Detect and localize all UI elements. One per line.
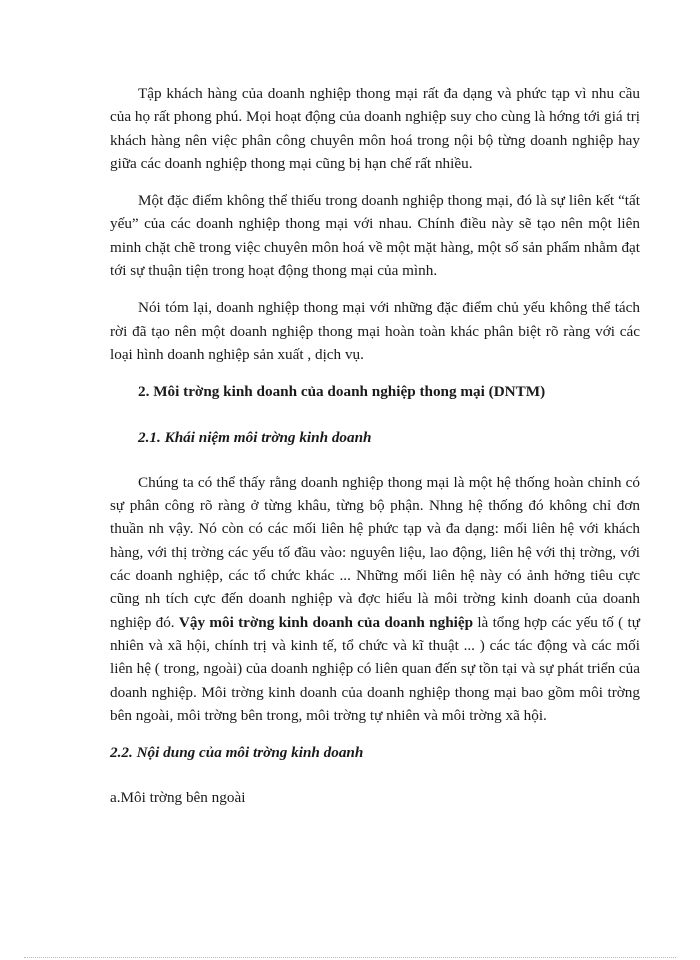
paragraph-business-environment-part-b: là tổng hợp các yếu tố ( tự nhiên và xã hội, chính trị và kinh tế, tổ chức và kĩ thuật ... ) các tác động và các mối liên hệ ( trong, ngoài) của doanh nghiệp có liên quan đến sự tồn tại và sự phát triển của doanh nghiệp. Môi trờng kinh doanh của doanh nghiệp thong mại bao gồm môi trờng bên ngoài, môi trờng bên trong, môi trờng tự nhiên và môi trờng xã hội. (110, 613, 640, 724)
paragraph-customer-base: Tập khách hàng của doanh nghiệp thong mại rất đa dạng và phức tạp vì nhu cầu của họ rất phong phú. Mọi hoạt động của doanh nghiệp suy cho cùng là hớng tới giá trị khách hàng nên việc phân công chuyên môn hoá trong nội bộ từng doanh nghiệp hay giữa các doanh nghiệp thong mại cũng bị hạn chế rất nhiều. (110, 85, 640, 172)
section-2-1-heading: 2.1. Khái niệm môi trờng kinh doanh (138, 428, 372, 446)
section-a-heading: a.Môi trờng bên ngoài (110, 789, 246, 807)
document-page (110, 82, 640, 810)
page-footer-divider (24, 957, 676, 958)
section-2-2-heading: 2.2. Nội dung của môi trờng kinh doanh (110, 744, 364, 762)
paragraph-summary: Nói tóm lại, doanh nghiệp thong mại với những đặc điểm chủ yếu không thể tách rời đã tạo nên một doanh nghiệp thong mại hoàn toàn khác phân biệt rõ ràng với các loại hình doanh nghiệp sản xuất , dịch vụ. (110, 299, 640, 363)
paragraph-business-environment (110, 471, 640, 727)
section-2-heading: 2. Môi trờng kinh doanh của doanh nghiệp thong mại (DNTM) (138, 383, 546, 401)
paragraph-linkage: Một đặc điểm không thể thiếu trong doanh nghiệp thong mại, đó là sự liên kết “tất yếu” của các doanh nghiệp thong mại với nhau. Chính điều này sẽ tạo nên một liên minh chặt chẽ trong việc chuyên môn hoá về một mặt hàng, một số sản phẩm nhằm đạt tới sự thuận tiện trong hoạt động thong mại của mình. (110, 192, 640, 280)
paragraph-business-environment-definition: Vậy môi trờng kinh doanh của doanh nghiệp (178, 613, 474, 631)
paragraph-business-environment-part-a: Chúng ta có thể thấy rằng doanh nghiệp thong mại là một hệ thống hoàn chỉnh có sự phân công rõ ràng ở từng khâu, từng bộ phận. Nhng hệ thống đó không chỉ đơn thuần nh vậy. Nó còn có các mối liên hệ phức tạp và đa dạng: mối liên hệ với khách hàng, với thị trờng các yếu tố đầu vào: nguyên liệu, lao động, liên hệ với thị trờng, với các doanh nghiệp, các tổ chức khác ... Những mối liên hệ này có ảnh hởng tiêu cực cũng nh tích cực đến doanh nghiệp và đợc hiểu là môi trờng kinh doanh của doanh nghiệp đó. (110, 473, 640, 631)
